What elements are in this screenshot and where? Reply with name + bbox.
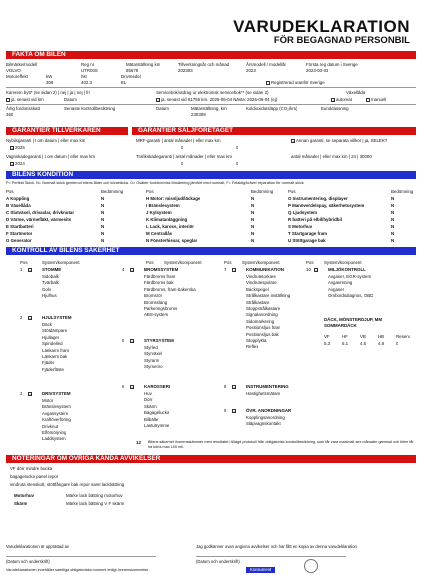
condition-item: P Manöverdelspay, säkerhetssystem: [288, 203, 365, 208]
control-group-name: STYRSYSTEM: [144, 338, 174, 343]
tire-col: Reserv: [396, 334, 410, 339]
ctrl-hdr-pos-4: Pos: [306, 260, 314, 265]
euro-label: Euroklassning: [321, 106, 349, 111]
control-item: Bromsrör: [144, 293, 163, 299]
facts-value: 2023-03-03: [306, 68, 329, 73]
control-check[interactable]: [130, 338, 135, 343]
safety-text: Bilens säkerhet överensstämmer med resultatet i tillagd protokoll från obligatorisk kontrollbesiktning, som får vara maximalt sex månader gammal och bilen får ha körts max 100 mil.: [148, 440, 414, 449]
control-item: Sidobalk: [42, 274, 59, 279]
facts-label: Bilmärke/modell: [6, 62, 38, 67]
control-item: Reflex: [246, 344, 259, 350]
tire-col: VB: [360, 334, 366, 339]
condition-rating: N: [391, 196, 395, 201]
condition-item: N Fönsterhissar, speglar: [146, 238, 198, 243]
footer-left-sub: (Datum och underskrift): [6, 559, 50, 564]
tire-value: 0: [396, 341, 399, 346]
manuell-checkbox[interactable]: manuell: [366, 97, 386, 102]
control-group-name: DRIVSYSTEM: [42, 391, 71, 396]
control-item: Kopplingsanordning: [246, 415, 285, 420]
condition-rating: N: [391, 203, 395, 208]
section-garantier-saljforetaget: GARANTIER SÄLJFÖRETAGET: [132, 127, 416, 135]
condition-item: E Startbatteri: [6, 224, 34, 229]
control-item: Hjullager: [42, 334, 60, 340]
control-group-name: KAROSSERI: [144, 384, 171, 389]
annan-garanti-values: antal månader | eller max km | 24 | 30000: [291, 154, 372, 159]
control-item: Bränslesystem: [42, 404, 71, 410]
control-item: Huv: [144, 391, 152, 396]
control-group-name: STOMME: [42, 267, 62, 272]
tire-col: HB: [378, 334, 385, 339]
condition-item: B Växellåda: [6, 203, 31, 208]
section-noteringar: NOTERINGAR OM ÖVRIGA KÄNDA AVVIKELSER: [6, 455, 416, 463]
control-item: Avgassystem: [42, 410, 69, 416]
condition-rating: N: [251, 231, 255, 236]
control-group-num: 7: [224, 267, 227, 272]
control-item: Bromsslang: [144, 299, 168, 305]
facts-value: 85679: [126, 68, 139, 73]
condition-rating: N: [391, 217, 395, 222]
control-item: Strålkastare: [246, 299, 270, 305]
condition-item: D Värme, värmefläkt, värmesits: [6, 217, 72, 222]
condition-rating: N: [101, 238, 105, 243]
facts-label: Mätarställning km: [126, 62, 161, 67]
trafikskada-value-2: 0: [236, 161, 239, 166]
note-line-3: vindruta stenskott, stöttfångare bak repor samt lackbättring: [10, 482, 125, 487]
konsument-button[interactable]: Konsument: [246, 567, 275, 573]
control-group-name: KOMMUNIKATION: [246, 267, 284, 272]
facts-label: Årsmodell / modellår: [246, 62, 287, 67]
row2-value-3: EL: [121, 80, 127, 85]
nybil-row: Nybilsgaranti | t om datum | eller max km: [6, 138, 86, 143]
defect-text-1: Märke lack bättring motorhuv: [66, 493, 123, 498]
control-item: Färdbroms, fram-bakerska: [144, 286, 196, 292]
control-item: Golv: [42, 286, 52, 292]
control-group-num: 1: [20, 267, 23, 272]
condition-rating: N: [391, 231, 395, 236]
tire-title: DÄCK, MÖNSTERDJUP, MM SOMMARDÄCK: [324, 317, 382, 328]
condition-rating: N: [101, 210, 105, 215]
footer-right-label: Jag godkänner ovan angivna avvikelser och har fått en kopia av denna varudeklaration: [196, 544, 357, 549]
note-line-2: bagagelucka panel repor: [10, 474, 59, 479]
cond-hdr-pos-1: Pos: [6, 189, 14, 194]
annan-garanti-row: ✓Annan garanti, se separata villkor | ja, SELEKT: [291, 138, 387, 143]
condition-rating: N: [251, 217, 255, 222]
condition-rating: N: [391, 210, 395, 215]
footer-left-label: Varudeklarationen är upprättad av: [6, 544, 70, 549]
cond-hdr-pos-3: Pos: [288, 189, 296, 194]
control-item: Skärm: [144, 403, 157, 409]
control-item: Släpvagnskontakt: [246, 421, 281, 427]
defect-text-2: Märke lack bättring V F skärm: [66, 501, 125, 506]
signature-line-right[interactable]: [196, 556, 346, 557]
datum2-label: Datum: [156, 106, 169, 111]
matar-value: 230309: [191, 112, 206, 117]
control-item: Styrservo: [144, 364, 163, 370]
condition-rating: N: [101, 231, 105, 236]
control-item: Stoppstrålkastare: [246, 306, 281, 311]
control-check[interactable]: [232, 267, 237, 272]
condition-rating: N: [101, 196, 105, 201]
cond-hdr-bed-1: Bedömning: [101, 189, 124, 194]
facts-label: Första reg datum i Sverige: [306, 62, 358, 67]
row2-value-2: 402.3: [81, 80, 92, 85]
control-check[interactable]: [232, 384, 237, 389]
control-group-name: ÖVR. ANORDNINGAR: [246, 408, 292, 413]
condition-rating: N: [251, 238, 255, 243]
mrf-value-2: 0: [236, 145, 239, 150]
fordonsskatt-label: Årlig fordonsskatt: [6, 106, 40, 111]
control-group-num: 2: [20, 315, 23, 320]
control-item: Parkeringsbroms: [144, 306, 178, 311]
control-item: Hastighetsmätare: [246, 391, 281, 396]
control-item: Drivknut: [42, 423, 59, 429]
control-item: Vindrutespolare: [246, 280, 277, 286]
section-kontroll: KONTROLL AV BILENS SÄKERHET: [6, 247, 416, 255]
ctrl-hdr-pos-1: Pos: [20, 260, 28, 265]
condition-item: F Startmotor: [6, 231, 33, 236]
stamp-logo: [304, 559, 318, 573]
control-item: Länkarm fram: [42, 347, 70, 353]
condition-item: R batteri på elbil/hybridbil: [288, 217, 342, 222]
control-item: Färdbroms bak: [144, 280, 174, 286]
ctrl-hdr-comp-2: System/komponent: [164, 260, 202, 265]
control-group-name: MILJÖKONTROLL: [328, 267, 366, 272]
control-check[interactable]: [130, 384, 135, 389]
defect-name-2: Skärm: [14, 501, 28, 506]
safety-num: 12: [136, 440, 141, 445]
condition-item: M Centrallås: [146, 231, 173, 236]
cond-hdr-bed-2: Bedömning: [251, 189, 274, 194]
row2-label-3: Drivmedel: [121, 74, 141, 79]
condition-item: O Instrumentering, displayer: [288, 196, 348, 201]
control-item: Backspegel: [246, 286, 269, 292]
condition-item: S Motorhuv: [288, 224, 313, 229]
control-check[interactable]: [28, 315, 33, 320]
service-note[interactable]: ✓ ja, senast vid 61755 km. 2025-06-04 Nästa: 2026-06-04 (ej): [156, 97, 277, 102]
section-kondition: BILENS KONDITION: [6, 171, 416, 179]
mrf-value-1: 0: [181, 145, 184, 150]
control-group-name: HJULSYSTEM: [42, 315, 72, 320]
servicebok-label: Servicebok/utdrag ur elektronisk servicebok** (se sidan 2): [156, 90, 269, 95]
control-group-num: 10: [306, 267, 311, 272]
document-title: [233, 18, 410, 46]
title-main: VARUDEKLARATION: [233, 17, 410, 36]
control-group-name: INSTRUMENTERING: [246, 384, 289, 389]
condition-item: L Lack, kaross, interiör: [146, 224, 194, 229]
facts-value: VOLVO: [6, 68, 21, 73]
control-item: Bilbälte: [144, 416, 159, 422]
datum-label: Datum: [64, 97, 77, 102]
section-fakta: FAKTA OM BILEN: [6, 51, 416, 59]
control-group-num: 3: [20, 391, 23, 396]
control-item: Tvärbalk: [42, 280, 59, 286]
nybil-value: ✓2025: [10, 145, 25, 150]
control-item: ABS-system: [144, 312, 169, 318]
note-line-1: VF dörr mindre bucka: [10, 466, 53, 471]
tire-value: 4.8: [378, 341, 385, 346]
control-item: Stopplykta: [246, 338, 267, 343]
condition-item: A Koppling: [6, 196, 30, 201]
control-group-num: 5: [122, 338, 125, 343]
condition-rating: N: [101, 224, 105, 229]
ctrl-hdr-pos-2: Pos: [146, 260, 154, 265]
control-item: Kraftöverföring: [42, 417, 71, 423]
control-item: Avgaser, EGR-system: [328, 274, 372, 279]
control-group-num: 9: [224, 408, 227, 413]
control-item: Dörr: [144, 397, 153, 403]
control-item: Fjäder: [42, 360, 55, 366]
senaste-besiktning-label: Senaste kontrollbesiktning: [64, 106, 116, 111]
control-check[interactable]: [130, 267, 135, 272]
control-check[interactable]: [28, 267, 33, 272]
control-item: Avgaser: [328, 286, 345, 292]
vagnskada-row: Vagnskadegaranti | t om datum | eller max km: [6, 154, 96, 159]
vaxellada-label: Växellåda: [346, 90, 366, 95]
condition-item: U Stöttgarage bak: [288, 238, 326, 243]
control-item: Laddsystem: [42, 436, 66, 442]
matar-label: Mätarställning, km: [191, 106, 227, 111]
title-sub: FÖR BEGAGNAD PERSONBIL: [273, 35, 410, 46]
kamrem-row: Kamrem bytt* (se sidan 2) | nej | ja | nej | fri: [6, 90, 90, 95]
condition-item: G Generator: [6, 238, 32, 243]
control-item: Färdbroms fram: [144, 274, 176, 279]
footer-right-sub: (Datum och underskrift): [196, 559, 240, 564]
signature-line-left[interactable]: [6, 556, 156, 557]
control-item: Styrarm: [144, 357, 160, 363]
condition-rating: N: [391, 238, 395, 243]
control-check[interactable]: [28, 391, 33, 396]
condition-rating: N: [101, 203, 105, 208]
condition-rating: N: [101, 217, 105, 222]
control-item: Positionsljus bak: [246, 331, 279, 337]
condition-rating: N: [391, 224, 395, 229]
control-item: Länkarm bak: [42, 354, 68, 359]
control-item: Stötdämpare: [42, 328, 68, 334]
cond-hdr-bed-3: Bedömning: [391, 189, 414, 194]
condition-item: K Klimatanläggning: [146, 217, 188, 222]
control-item: Vindrutetorkare: [246, 274, 276, 279]
condition-legend: P= Perfekt Skick, N= Normalt skick gentemot bilens ålder och körsträcka. O= Osäker funktion/viss försämring jämfört med normalt, F= Felaktig/kräver reparation för normalt skick: [6, 181, 304, 185]
tire-col: HF: [342, 334, 348, 339]
facts-value: 2023: [246, 68, 256, 73]
row2-label-0: Motoreffekt: [6, 74, 28, 79]
facts-label: Reg nr: [81, 62, 95, 67]
koldioxid-label: Koldioxidutsläpp (CO₂/km): [246, 106, 298, 111]
condition-rating: N: [251, 203, 255, 208]
mrf-row: MRF-garanti | antal månader | eller max km: [136, 138, 221, 143]
control-group-num: 4: [122, 267, 125, 272]
control-item: Bagagelucka: [144, 410, 170, 416]
condition-item: C Slutväxel, drivaxlar, drivknutar: [6, 210, 75, 215]
tire-value: 4.6: [360, 341, 367, 346]
control-item: Styrväxel: [144, 351, 163, 357]
condition-item: I Bränslesystem: [146, 203, 180, 208]
control-group-name: BROMSSYSTEM: [144, 267, 179, 272]
fordonsskatt-value: 360: [6, 112, 14, 117]
divider: [6, 87, 416, 88]
condition-item: T Startgarage fram: [288, 231, 328, 236]
ctrl-hdr-comp-1: System/komponent: [42, 260, 80, 265]
condition-item: H Motor: missljud/läckage: [146, 196, 201, 201]
control-item: Sidomarkering: [246, 318, 275, 324]
condition-item: J Kylsystem: [146, 210, 172, 215]
condition-item: Q Ljudsystem: [288, 210, 318, 215]
control-item: Signalanordning: [246, 312, 278, 318]
control-item: Däck: [42, 322, 53, 327]
control-item: Elförsörjning: [42, 430, 67, 435]
ctrl-hdr-comp-3: System/komponent: [242, 260, 280, 265]
registered-outside-checkbox[interactable]: Registrerad utanför Sverige: [266, 80, 325, 85]
control-item: Strålkastare inställning: [246, 293, 291, 299]
control-check[interactable]: [314, 267, 319, 272]
automat-checkbox[interactable]: ✓ automat: [331, 97, 352, 102]
tire-col: VF: [324, 334, 330, 339]
row2-label-1: kW: [46, 74, 53, 79]
trafikskada-value-1: 0: [181, 161, 184, 166]
condition-rating: N: [251, 196, 255, 201]
ctrl-hdr-comp-4: System/komponent: [324, 260, 362, 265]
control-group-num: 8: [224, 384, 227, 389]
facts-value: 202303: [178, 68, 193, 73]
control-item: Avgasrening: [328, 280, 353, 286]
control-item: Lastutrymme: [144, 423, 170, 428]
cond-hdr-pos-2: Pos: [146, 189, 154, 194]
vagnskada-value: ✓2024: [10, 161, 25, 166]
control-item: Motor: [42, 398, 54, 403]
control-item: Positionsljus fram: [246, 325, 281, 331]
ctrl-hdr-pos-3: Pos: [224, 260, 232, 265]
control-group-num: 6: [122, 384, 125, 389]
trafikskada-row: Trafikskadegaranti | antal månader | eller max km: [136, 154, 233, 159]
divider: [6, 104, 416, 105]
control-check[interactable]: [232, 408, 237, 413]
senast-vid-km[interactable]: ja, senast vid km: [6, 97, 44, 102]
control-item: Hjulhus: [42, 293, 57, 299]
tire-value: 5.1: [342, 341, 349, 346]
condition-rating: N: [251, 210, 255, 215]
facts-value: UTR00S: [81, 68, 98, 73]
control-item: Fjäderfäste: [42, 366, 64, 372]
section-garantier-tillverkaren: GARANTIER TILLVERKAREN: [6, 127, 128, 135]
control-item: Spindelled: [42, 341, 63, 347]
varudeklaration-page: [6, 4, 416, 572]
row2-label-2: hkr: [81, 74, 88, 79]
condition-rating: N: [251, 224, 255, 229]
control-item: Styrled: [144, 345, 158, 350]
row2-value-1: 306: [46, 80, 54, 85]
defect-name-1: Motorhuv: [14, 493, 34, 498]
control-item: Ombordsdiagnos, OBD: [328, 293, 374, 299]
facts-label: Tillverkningsår och månad: [178, 62, 230, 67]
footer-bottom-note: Varudeklarationen innehåller samtliga obligatoriska moment enligt överenskommelse: [6, 568, 149, 572]
tire-value: 5.3: [324, 341, 331, 346]
